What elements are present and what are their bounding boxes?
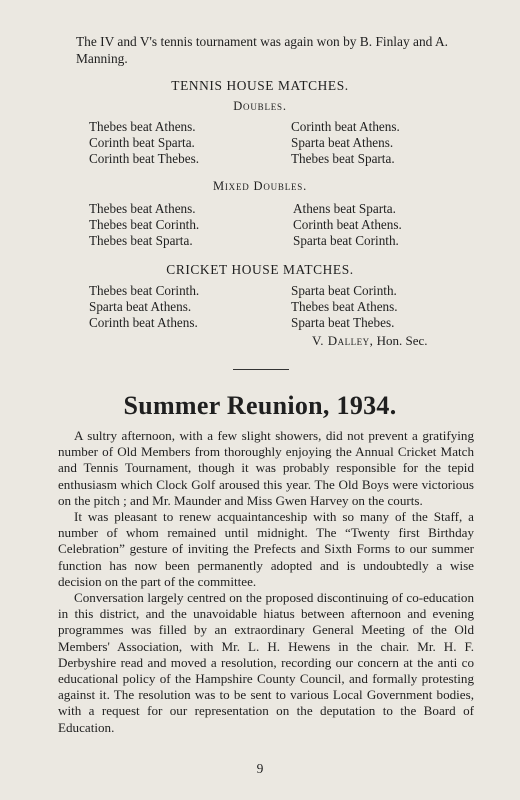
result-line: Thebes beat Sparta. (89, 233, 193, 249)
result-line: Sparta beat Corinth. (293, 233, 399, 249)
mixed-results-left (89, 201, 199, 250)
cricket-results-left (89, 283, 199, 332)
result-line: Corinth beat Athens. (293, 217, 402, 233)
result-line: Corinth beat Thebes. (89, 151, 199, 167)
section-divider (233, 369, 289, 370)
reunion-title: Summer Reunion, 1934. (123, 391, 397, 420)
doubles-heading: Doubles. (233, 99, 287, 113)
intro-paragraph: The IV and V's tennis tournament was again won by B. Finlay and A. Manning. (76, 34, 448, 66)
result-line: Corinth beat Sparta. (89, 135, 195, 151)
result-line: Thebes beat Athens. (89, 201, 196, 216)
result-line: Sparta beat Athens. (291, 135, 394, 151)
result-line: Corinth beat Athens. (89, 315, 198, 331)
reunion-body (58, 428, 474, 736)
doubles-results-right (291, 119, 400, 168)
page-number: 9 (256, 761, 264, 776)
cricket-results-right (291, 283, 398, 332)
mixed-doubles-heading: Mixed Doubles. (212, 179, 308, 193)
cricket-section-title: CRICKET HOUSE MATCHES. (166, 262, 354, 277)
result-line: Corinth beat Athens. (291, 119, 400, 134)
result-line: Thebes beat Corinth. (89, 217, 200, 233)
result-line: Thebes beat Sparta. (291, 151, 395, 167)
mixed-results-right (293, 201, 402, 250)
reunion-paragraph: It was pleasant to renew acquaintanceship with so many of the Staff, a number of whom remained until midnight. The “Twenty first Birthday Celebration” gesture of inviting the Prefects and Sixth Forms to our summer function has now been permanently adopted and is undoubtedly a wise decision on the part of the committee. (58, 509, 474, 589)
reunion-paragraph: A sultry afternoon, with a few slight showers, did not prevent a gratifying number of Old Members from thoroughly enjoying the Annual Cricket Match and Tennis Tournament, though it was probably responsible for the tepid enthusiasm which Clock Golf aroused this year. The Old Boys were victorious on the pitch ; and Mr. Maunder and Miss Gwen Harvey on the courts. (58, 428, 474, 508)
signature-name: V. Dalley, (312, 333, 374, 348)
result-line: Thebes beat Corinth. (89, 283, 200, 298)
signature-role: Hon. Sec. (376, 333, 428, 348)
result-line: Athens beat Sparta. (293, 201, 396, 216)
result-line: Sparta beat Athens. (89, 299, 192, 315)
result-line: Thebes beat Athens. (291, 299, 398, 315)
reunion-paragraph: Conversation largely centred on the proposed discontinuing of co-education in this district, and the unavoidable hiatus between afternoon and evening programmes was filled by an extraordinary General Meeting of the Old Members' Association, with Mr. L. H. Hewens in the chair. Mr. H. F. Derbyshire read and moved a resolution, recording our concern at the anti co educational policy of the Hampshire County Council, and formally protesting against it. The resolution was to be sent to various Local Government bodies, with a request for our representation on the deputation to the Board of Education. (58, 590, 474, 735)
signature (312, 333, 428, 349)
tennis-section-title: TENNIS HOUSE MATCHES. (171, 78, 349, 93)
result-line: Thebes beat Athens. (89, 119, 196, 134)
result-line: Sparta beat Thebes. (291, 315, 395, 331)
doubles-results-left (89, 119, 199, 168)
result-line: Sparta beat Corinth. (291, 283, 397, 298)
